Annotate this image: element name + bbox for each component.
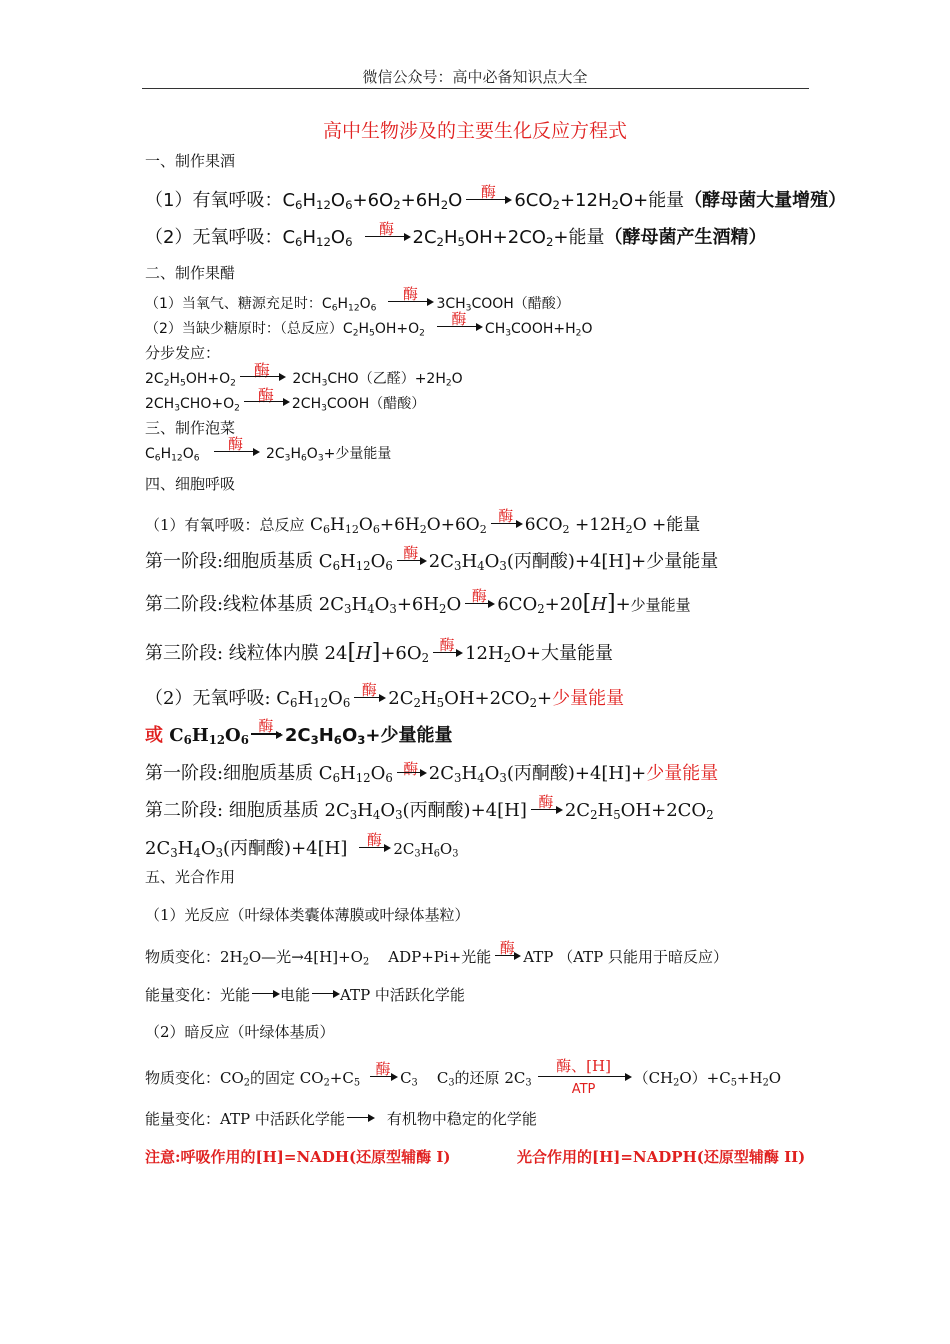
page-title: 高中生物涉及的主要生化反应方程式 xyxy=(322,120,627,142)
s4-aerobic-total: （1）有氧呼吸：总反应 $C_6H_{12}O_6+6H_2O+6O_2$ 酶 $6CO_2 +12H_2O$ +能量 xyxy=(145,507,701,536)
s5-light-matter: 物质变化：$2H_2O—$光$\to 4[H]+O_2$ ADP+Pi+光能 酶 ATP （ATP 只能用于暗反应） xyxy=(145,939,729,968)
s1-aerobic-equation: （1）有氧呼吸：$C_6H_{12}O_6+6O_2+6H_2O$ 酶 $6CO_2+12H_2O+$能量（酵母菌大量增殖） xyxy=(145,183,847,212)
s5-dark-heading: （2）暗反应（叶绿体基质） xyxy=(145,1023,335,1041)
s5-dark-matter: 物质变化：$CO_2$的固定 $CO_2+C_5$ 酶 $C_3$ $C_3$的还原 $2C_3$ 酶、[H] ATP $(CH_2O)+C_5+H_2O$ xyxy=(145,1057,782,1097)
s5-light-energy: 能量变化：光能 电能 ATP 中活跃化学能 xyxy=(145,986,465,1004)
reaction-arrow xyxy=(466,183,510,206)
s2-line-2: （2）当缺少糖原时：（总反应）$C_2H_5OH+O_2$ 酶 $CH_3COOH+H_2O$ xyxy=(145,310,593,339)
reaction-arrow: 酶 xyxy=(365,242,409,243)
s1-anaerobic-equation: （2）无氧呼吸：$C_6H_{12}O_6$ 酶 $2C_2H_5OH+2CO_2+$能量（酵母菌产生酒精） xyxy=(145,220,767,249)
s2-step-1: $2C_2H_5OH+O_2$ 酶 $2CH_3CHO$（乙醛）$+2H_2O$ xyxy=(145,361,463,389)
header-rule xyxy=(142,88,809,89)
s4-anaerobic-stage-2-alt: $2C_3H_4O_3$(丙酮酸)+4[H] 酶 $2C_3H_6O_3$ xyxy=(145,831,459,860)
section-4-heading: 四、细胞呼吸 xyxy=(145,475,236,493)
s2-step-2: $2CH_3CHO+O_2$ 酶 $2CH_3COOH$（醋酸） xyxy=(145,386,426,414)
s4-stage-1: 第一阶段:细胞质基质 $C_6H_{12}O_6$ 酶 $2C_3H_4O_3$(丙酮酸)+4[H]+少量能量 xyxy=(145,544,719,573)
s2-line-1: （1）当氧气、糖源充足时：$C_6H_{12}O_6$ 酶 $3CH_3COOH$（醋酸） xyxy=(145,285,570,314)
s4-anaerobic-stage-2: 第二阶段: 细胞质基质 $2C_3H_4O_3$(丙酮酸)+4[H] 酶 $2C_2H_5OH+2CO_2$ xyxy=(145,793,714,822)
enzyme-label: 酶 xyxy=(480,183,496,201)
section-3-heading: 三、制作泡菜 xyxy=(145,419,236,437)
section-2-heading: 二、制作果醋 xyxy=(145,264,236,282)
section-5-heading: 五、光合作用 xyxy=(145,868,236,886)
page-header: 微信公众号：高中必备知识点大全 xyxy=(362,68,588,86)
s5-dark-energy: 能量变化：ATP 中活跃化学能 有机物中稳定的化学能 xyxy=(145,1110,537,1128)
s4-anaerobic-alt: 或 $C_6H_{12}O_6$ 酶 $2C_3H_6O_3+$少量能量 xyxy=(145,717,453,747)
s4-anaerobic-stage-1: 第一阶段:细胞质基质 $C_6H_{12}O_6$ 酶 $2C_3H_4O_3$(丙酮酸)+4[H]+少量能量 xyxy=(145,760,719,785)
section-1-heading: 一、制作果酒 xyxy=(145,152,236,170)
s3-equation: $C_6H_{12}O_6$ 酶 $2C_3H_6O_3+$少量能量 xyxy=(145,435,392,464)
s4-stage-3: 第三阶段: 线粒体内膜 $24[H]+6O_2$ 酶 $12H_2O+$大量能量 xyxy=(145,636,613,665)
s2-steps-label: 分步发应： xyxy=(145,344,221,362)
s4-anaerobic: （2）无氧呼吸: $C_6H_{12}O_6$ 酶 $2C_2H_5OH+2CO_2+$少量能量 xyxy=(145,681,625,710)
note-left: 注意:呼吸作用的[H]=NADH(还原型辅酶 I) xyxy=(145,1148,451,1166)
s4-stage-2: 第二阶段:线粒体基质 $2C_3H_4O_3+6H_2O$ 酶 $6CO_2+20[H]+$少量能量 xyxy=(145,587,691,616)
note-right: 光合作用的[H]=NADPH(还原型辅酶 II) xyxy=(517,1148,806,1166)
s5-light-heading: （1）光反应（叶绿体类囊体薄膜或叶绿体基粒） xyxy=(145,906,470,924)
